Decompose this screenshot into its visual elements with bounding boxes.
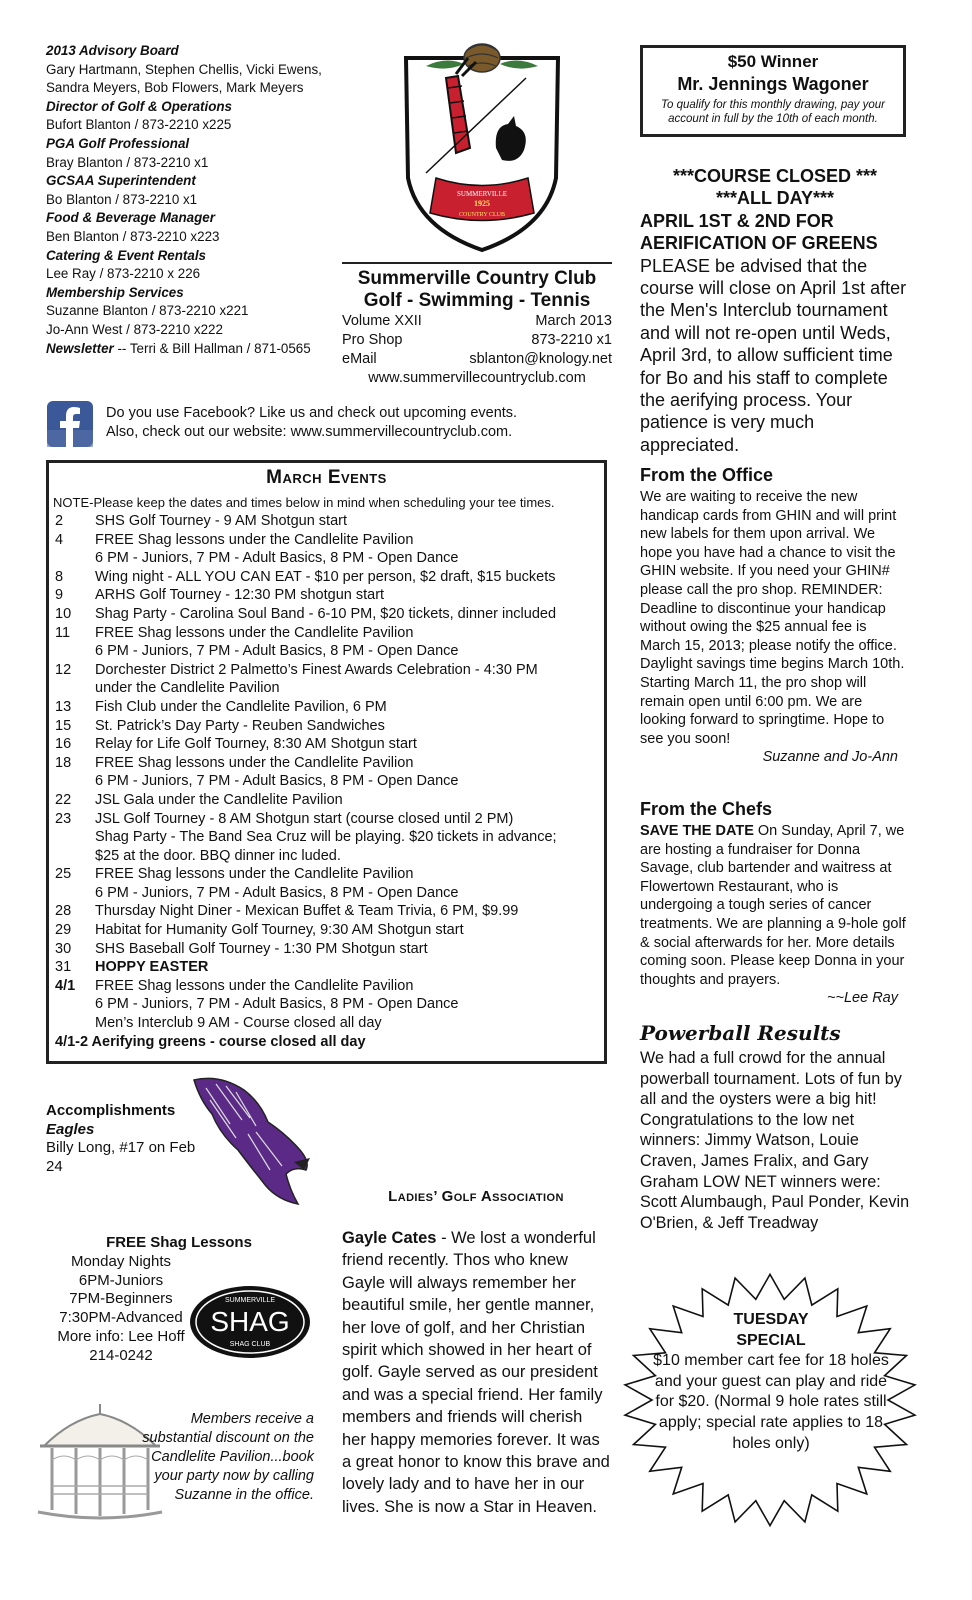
event-date: 12 (55, 661, 72, 678)
event-date: 23 (55, 810, 72, 827)
shag-logo-bottom: SHAG CLUB (229, 1341, 271, 1348)
logo-year: 1925 (474, 199, 490, 208)
ladies-name: Gayle Cates (342, 1229, 437, 1247)
advisory-line: Suzanne Blanton / 873-2210 x221 (46, 303, 249, 319)
event-date: 30 (55, 940, 72, 957)
event-row (55, 717, 604, 736)
event-row (55, 977, 604, 996)
winner-box (640, 45, 906, 137)
office-section (640, 464, 910, 767)
event-text: Habitat for Humanity Golf Tourney, 9:30 AM Shotgun start (95, 922, 464, 939)
event-row (55, 810, 604, 829)
newsletter-text: -- Terri & Bill Hallman / 871-0565 (113, 340, 311, 356)
closed-line-2: ***ALL DAY*** (715, 188, 835, 209)
office-signature: Suzanne and Jo-Ann (762, 749, 898, 766)
event-date: 28 (55, 903, 72, 920)
eagles-subheading: Eagles (46, 1120, 95, 1138)
shag-lines (46, 1253, 196, 1366)
event-text: JSL Gala under the Candlelite Pavilion (95, 791, 343, 808)
event-date: 11 (55, 624, 71, 641)
shag-line: More info: Lee Hoff (57, 1327, 185, 1345)
event-text: St. Patrick’s Day Party - Reuben Sandwiches (95, 717, 385, 734)
chefs-body: On Sunday, April 7, we are hosting a fundraiser for Donna Savage, club bartender and waitress at Flowertown Restaurant, who is undergoing a tough series of cancer treatments. We are planning a 9-hole golf & social afterwards for her. More details coming soon. Please keep Donna in your thoughts and prayers. (640, 823, 906, 988)
event-text: FREE Shag lessons under the Candlelite Pavilion (95, 624, 414, 641)
advisory-heading: GCSAA Superintendent (46, 173, 196, 189)
club-activities: Golf - Swimming - Tennis (363, 290, 591, 311)
ladies-golf-association (342, 1188, 610, 1518)
event-text: ARHS Golf Tourney - 12:30 PM shotgun start (95, 587, 385, 604)
email-label: eMail (342, 351, 377, 367)
powerball-body: We had a full crowd for the annual powerball tournament. Lots of fun by all and the oysters were a big hit! Congratulations to the low net winners: Jimmy Watson, Louie Craven, James Fralix, and Gary Graham LOW NET winners were: Scott Alumbaugh, Paul Ponder, Kevin O'Brien, & Jeff Treadway (640, 1049, 910, 1232)
chefs-signature: ~~Lee Ray (827, 990, 898, 1007)
chefs-heading: From the Chefs (640, 799, 773, 819)
event-row (55, 568, 604, 587)
event-text: Shag Party - Carolina Soul Band - 6-10 PM, $20 tickets, dinner included (95, 605, 557, 622)
shag-club-logo (188, 1284, 312, 1360)
shag-heading: FREE Shag Lessons (106, 1234, 252, 1251)
event-date: 10 (55, 605, 72, 622)
event-text: FREE Shag lessons under the Candlelite Pavilion (95, 754, 414, 771)
closed-line-1: ***COURSE CLOSED *** (672, 166, 878, 186)
pavilion-ad: Members receive a substantial discount on the Candlelite Pavilion...book your party now by calling Suzanne in the office. (142, 1411, 314, 1503)
event-text: SHS Golf Tourney - 9 AM Shotgun start (95, 513, 347, 529)
event-row (55, 512, 604, 531)
event-row (55, 605, 604, 624)
event-date: 25 (55, 866, 72, 883)
event-row (55, 995, 604, 1014)
accomplishments-heading: Accomplishments (46, 1102, 176, 1119)
facebook-text (106, 404, 517, 442)
event-date: 18 (55, 754, 72, 771)
event-date (55, 642, 95, 661)
chefs-lead: SAVE THE DATE (640, 823, 754, 839)
event-row (55, 847, 604, 866)
office-heading: From the Office (640, 465, 774, 485)
event-date (55, 884, 95, 903)
event-row (55, 679, 604, 698)
club-name: Summerville Country Club (357, 268, 597, 289)
powerball-heading: Powerball Results (640, 1021, 841, 1045)
march-events-box (46, 460, 607, 1064)
event-date: 29 (55, 922, 72, 939)
closed-line-3: APRIL 1ST & 2ND FOR (640, 210, 834, 231)
ladies-body: - We lost a wonderful friend recently. Thos who knew Gayle will always remember her beautiful smile, her gentle manner, her love of golf, and her Christian spirit which showed in her heart of golf. Gayle served as our president and was a special friend. Her family members and friends will cherish her happy memories forever. It was a great honor to know this brave and lovely lady and to have her in our lives. She is now a Star in Heaven. (342, 1229, 610, 1516)
event-row (55, 531, 604, 550)
event-text: SHS Baseball Golf Tourney - 1:30 PM Shotgun start (95, 940, 428, 957)
advisory-heading: PGA Golf Professional (46, 135, 190, 151)
events-note: NOTE-Please keep the dates and times below in mind when scheduling your tee times. (53, 495, 555, 510)
shag-line: 6PM-Juniors (78, 1271, 164, 1289)
facebook-line-2: Also, check out our website: www.summervillecountryclub.com. (106, 424, 513, 440)
advisory-line: Ben Blanton / 873-2210 x223 (46, 228, 220, 244)
event-date (55, 772, 95, 791)
advisory-line: Bufort Blanton / 873-2210 x225 (46, 117, 232, 133)
event-text: Shag Party - The Band Sea Cruz will be playing. $20 tickets in advance; (95, 829, 557, 846)
event-row (55, 921, 604, 940)
event-date: 13 (55, 698, 72, 715)
event-text: FREE Shag lessons under the Candlelite Pavilion (95, 531, 414, 548)
advisory-heading: 2013 Advisory Board (46, 43, 179, 58)
events-title: March Events (266, 467, 387, 488)
event-text: Dorchester District 2 Palmetto’s Finest Awards Celebration - 4:30 PM (95, 661, 538, 678)
event-text: 6 PM - Juniors, 7 PM - Adult Basics, 8 PM - Open Dance (95, 773, 459, 790)
event-date: 31 (55, 959, 72, 976)
event-text: 6 PM - Juniors, 7 PM - Adult Basics, 8 PM - Open Dance (95, 550, 459, 567)
winner-amount: $50 Winner (727, 52, 819, 71)
event-row (55, 772, 604, 791)
event-date: 4/1 (55, 977, 76, 994)
event-row (55, 902, 604, 921)
event-date: 4 (55, 531, 64, 548)
event-text: Thursday Night Diner - Mexican Buffet & Team Trivia, 6 PM, $9.99 (95, 903, 519, 920)
event-row (55, 661, 604, 680)
advisory-line: Sandra Meyers, Bob Flowers, Mark Meyers (46, 80, 304, 96)
event-text: 6 PM - Juniors, 7 PM - Adult Basics, 8 PM - Open Dance (95, 884, 459, 901)
facebook-line-1: Do you use Facebook? Like us and check out upcoming events. (106, 405, 518, 421)
event-text: 6 PM - Juniors, 7 PM - Adult Basics, 8 PM - Open Dance (95, 643, 459, 660)
winner-note: To qualify for this monthly drawing, pay your account in full by the 10th of each month. (661, 99, 885, 125)
event-row (55, 884, 604, 903)
winner-name: Mr. Jennings Wagoner (677, 74, 869, 94)
facebook-icon[interactable] (46, 400, 94, 448)
special-body: $10 member cart fee for 18 holes and your guest can play and ride for $20. (Normal 9 hole rates still apply; special rate applies to 18 holes only) (653, 1352, 889, 1452)
event-row (55, 940, 604, 959)
logo-banner-top: SUMMERVILLE (457, 190, 507, 198)
event-row (55, 1014, 604, 1033)
event-text: $25 at the door. BBQ dinner inc luded. (95, 847, 341, 864)
event-row (55, 791, 604, 810)
shag-logo-main: SHAG (210, 1306, 290, 1337)
advisory-heading: Food & Beverage Manager (46, 210, 215, 226)
email-link[interactable]: sblanton@knology.net (469, 351, 612, 367)
advisory-heading: Catering & Event Rentals (46, 247, 206, 263)
event-text: FREE Shag lessons under the Candlelite Pavilion (95, 977, 414, 994)
logo-banner-bottom: COUNTRY CLUB (459, 212, 505, 218)
event-row (55, 735, 604, 754)
closed-line-4: AERIFICATION OF GREENS (640, 233, 878, 254)
event-text: Men’s Interclub 9 AM - Course closed all day (95, 1015, 382, 1032)
event-text: 6 PM - Juniors, 7 PM - Adult Basics, 8 PM - Open Dance (95, 996, 459, 1013)
advisory-heading: Membership Services (46, 284, 184, 300)
event-row (55, 958, 604, 977)
event-row (55, 828, 604, 847)
special-heading-2: SPECIAL (736, 1331, 806, 1349)
event-date (55, 1014, 95, 1033)
office-body: We are waiting to receive the new handicap cards from GHIN and will print new labels for them upon arrival. We hope you have had a chance to visit the GHIN website. If you need your GHIN# please call the pro shop. REMINDER: Deadline to discontinue your handicap without owing the $25 annual fee is March 15, 2013; please notify the office. Daylight savings time begins March 10th. Starting March 11, the pro shop will remain open until 6:00 pm. We are looking forward to springtime. Hope to see you soon! (640, 489, 905, 747)
event-row (55, 754, 604, 773)
event-date (55, 847, 95, 866)
event-row (55, 642, 604, 661)
course-closed-notice (640, 165, 910, 456)
advisory-line: Lee Ray / 873-2210 x 226 (46, 266, 201, 282)
event-text: FREE Shag lessons under the Candlelite Pavilion (95, 866, 414, 883)
special-heading-1: TUESDAY (733, 1311, 809, 1328)
shag-line: 7:30PM-Advanced (59, 1309, 183, 1327)
masthead-rule (342, 262, 612, 264)
event-date: 9 (55, 587, 64, 604)
shag-logo-top: SUMMERVILLE (224, 1297, 276, 1304)
proshop-phone: 873-2210 x1 (531, 332, 612, 348)
event-row (55, 549, 604, 568)
closed-body: PLEASE be advised that the course will close on April 1st after the Men's Interclub tournament and will not re-open until Weds, April 3rd, to allow sufficient time for Bo and his staff to complete the aerifying process. Your patience is very much appreciated. (640, 255, 907, 455)
event-date (55, 828, 95, 847)
club-crest-logo (396, 28, 568, 256)
powerball-section (640, 1018, 910, 1233)
event-row (55, 586, 604, 605)
event-aerifying: 4/1-2 Aerifying greens - course closed all day (55, 1033, 366, 1050)
event-text: under the Candlelite Pavilion (95, 680, 280, 697)
event-text: Fish Club under the Candlelite Pavilion, 6 PM (95, 698, 387, 715)
event-date: 16 (55, 736, 72, 753)
event-row (55, 624, 604, 643)
event-text: Relay for Life Golf Tourney, 8:30 AM Shotgun start (95, 736, 417, 753)
eagles-entry: Billy Long, #17 on Feb 24 (46, 1139, 196, 1175)
event-date (55, 995, 95, 1014)
website-link[interactable]: www.summervillecountryclub.com (368, 370, 586, 386)
proshop-label: Pro Shop (342, 332, 403, 348)
event-date: 22 (55, 791, 72, 808)
event-date (55, 679, 95, 698)
event-date (55, 549, 95, 568)
event-row (55, 698, 604, 717)
event-text: HOPPY EASTER (95, 959, 209, 976)
masthead (342, 262, 612, 388)
tuesday-special (652, 1310, 890, 1454)
shag-line: Monday Nights (70, 1252, 172, 1270)
advisory-line: Bray Blanton / 873-2210 x1 (46, 154, 209, 170)
chefs-section (640, 798, 910, 1008)
event-date: 2 (55, 513, 64, 529)
event-date: 8 (55, 568, 64, 585)
newsletter-credit (46, 340, 336, 359)
newsletter-label: Newsletter (46, 340, 114, 356)
eagle-illustration (190, 1074, 314, 1212)
shag-line: 214-0242 (89, 1346, 153, 1364)
event-text: Wing night - ALL YOU CAN EAT - $10 per person, $2 draft, $15 buckets (95, 568, 556, 585)
advisory-line: Jo-Ann West / 873-2210 x222 (46, 321, 223, 337)
issue-date: March 2013 (535, 313, 612, 329)
advisory-line: Gary Hartmann, Stephen Chellis, Vicki Ewens, (46, 61, 322, 77)
event-row (55, 865, 604, 884)
advisory-heading: Director of Golf & Operations (46, 98, 232, 114)
event-date: 15 (55, 717, 72, 734)
volume: Volume XXII (342, 313, 422, 329)
accomplishments (46, 1102, 206, 1176)
advisory-board (46, 42, 336, 358)
shag-line: 7PM-Beginners (69, 1290, 173, 1308)
events-list (55, 512, 604, 1051)
ladies-heading: Ladies’ Golf Association (388, 1188, 564, 1205)
event-text: JSL Golf Tourney - 8 AM Shotgun start (course closed until 2 PM) (95, 810, 514, 827)
advisory-line: Bo Blanton / 873-2210 x1 (46, 191, 198, 207)
